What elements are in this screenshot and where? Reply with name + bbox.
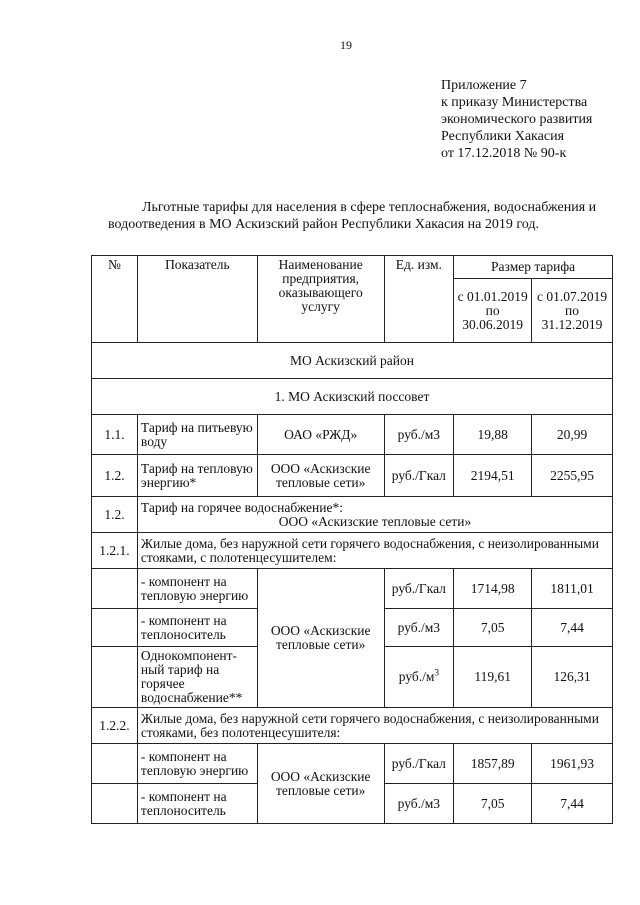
row-unit: руб./Гкал: [384, 569, 454, 609]
document-title: Льготные тарифы для населения в сфере теплоснабжения, водоснабжения и водоотведения в МО Аскизский район Республики Хакасия на 2019 год.: [108, 200, 597, 232]
row-value-2: 20,99: [532, 415, 613, 455]
row-provider: ОАО «РЖД»: [257, 415, 384, 455]
row-value-1: 119,61: [454, 647, 532, 708]
header-num: №: [92, 256, 138, 343]
row-unit: руб./м3: [384, 415, 454, 455]
hotwater-line-2: ООО «Аскизские тепловые сети»: [278, 513, 472, 529]
empty-cell: [92, 569, 138, 609]
row-indicator: - компонент на тепловую энергию: [137, 744, 257, 784]
appendix-block: [441, 77, 592, 162]
row-value-2: 1811,01: [532, 569, 613, 609]
appendix-line: от 17.12.2018 № 90-к: [441, 146, 567, 161]
row-indicator: Тариф на тепловую энергию*: [137, 455, 257, 497]
hotwater-line-1: Тариф на горячее водоснабжение*:: [140, 499, 343, 515]
row-unit: руб./Гкал: [384, 744, 454, 784]
header-unit: Ед. изм.: [384, 256, 454, 343]
row-unit: руб./м3: [384, 609, 454, 647]
row-indicator: - компонент на тепловую энергию: [137, 569, 257, 609]
row-value-2: 2255,95: [532, 455, 613, 497]
group-provider: ООО «Аскизские тепловые сети»: [257, 744, 384, 824]
appendix-line: экономического развития: [441, 112, 593, 127]
row-num: 1.2.: [92, 497, 138, 533]
header-period-1: с 01.01.2019 по 30.06.2019: [454, 279, 532, 343]
row-value-2: 126,31: [532, 647, 613, 708]
row-provider: ООО «Аскизские тепловые сети»: [257, 455, 384, 497]
header-provider: Наименование предприятия, оказывающего услугу: [257, 256, 384, 343]
page-number: 19: [340, 38, 352, 52]
table-row: [92, 415, 613, 455]
empty-cell: [92, 744, 138, 784]
row-value-1: 7,05: [454, 784, 532, 824]
empty-cell: [92, 609, 138, 647]
header-period-2: с 01.07.2019 по 31.12.2019: [532, 279, 613, 343]
row-indicator: - компонент на теплоноситель: [137, 784, 257, 824]
row-num: 1.1.: [92, 415, 138, 455]
appendix-line: Приложение 7: [441, 78, 527, 93]
table-row: [92, 569, 613, 609]
empty-cell: [92, 647, 138, 708]
group-provider: ООО «Аскизские тепловые сети»: [257, 569, 384, 708]
row-value-1: 19,88: [454, 415, 532, 455]
unit-base: руб./м: [398, 669, 435, 684]
hotwater-title: [137, 497, 612, 533]
row-unit: руб./м3: [384, 784, 454, 824]
group-num: 1.2.2.: [92, 708, 138, 744]
group-title: Жилые дома, без наружной сети горячего водоснабжения, с неизолированными стояками, без полотенцесушителя:: [137, 708, 612, 744]
group-title: Жилые дома, без наружной сети горячего водоснабжения, с неизолированными стояками, с полотенцесушителем:: [137, 533, 612, 569]
row-value-1: 1714,98: [454, 569, 532, 609]
row-num: 1.2.: [92, 455, 138, 497]
tariff-table: [91, 255, 613, 824]
section-district: МО Аскизский район: [92, 343, 613, 379]
table-row: [92, 744, 613, 784]
row-value-2: 7,44: [532, 609, 613, 647]
header-tariff-size: Размер тарифа: [454, 256, 613, 279]
header-indicator: Показатель: [137, 256, 257, 343]
appendix-line: Республики Хакасия: [441, 129, 565, 144]
row-unit: руб./Гкал: [384, 455, 454, 497]
section-settlement: 1. МО Аскизский поссовет: [92, 379, 613, 415]
row-value-2: 7,44: [532, 784, 613, 824]
row-indicator: Тариф на питьевую воду: [137, 415, 257, 455]
table-row: [92, 455, 613, 497]
row-value-1: 2194,51: [454, 455, 532, 497]
row-value-2: 1961,93: [532, 744, 613, 784]
row-indicator: Однокомпонент-ный тариф на горячее водоснабжение**: [137, 647, 257, 708]
row-value-1: 1857,89: [454, 744, 532, 784]
appendix-line: к приказу Министерства: [441, 95, 588, 110]
unit-superscript: 3: [434, 667, 439, 678]
group-num: 1.2.1.: [92, 533, 138, 569]
row-value-1: 7,05: [454, 609, 532, 647]
empty-cell: [92, 784, 138, 824]
row-unit: [384, 647, 454, 708]
row-indicator: - компонент на теплоноситель: [137, 609, 257, 647]
